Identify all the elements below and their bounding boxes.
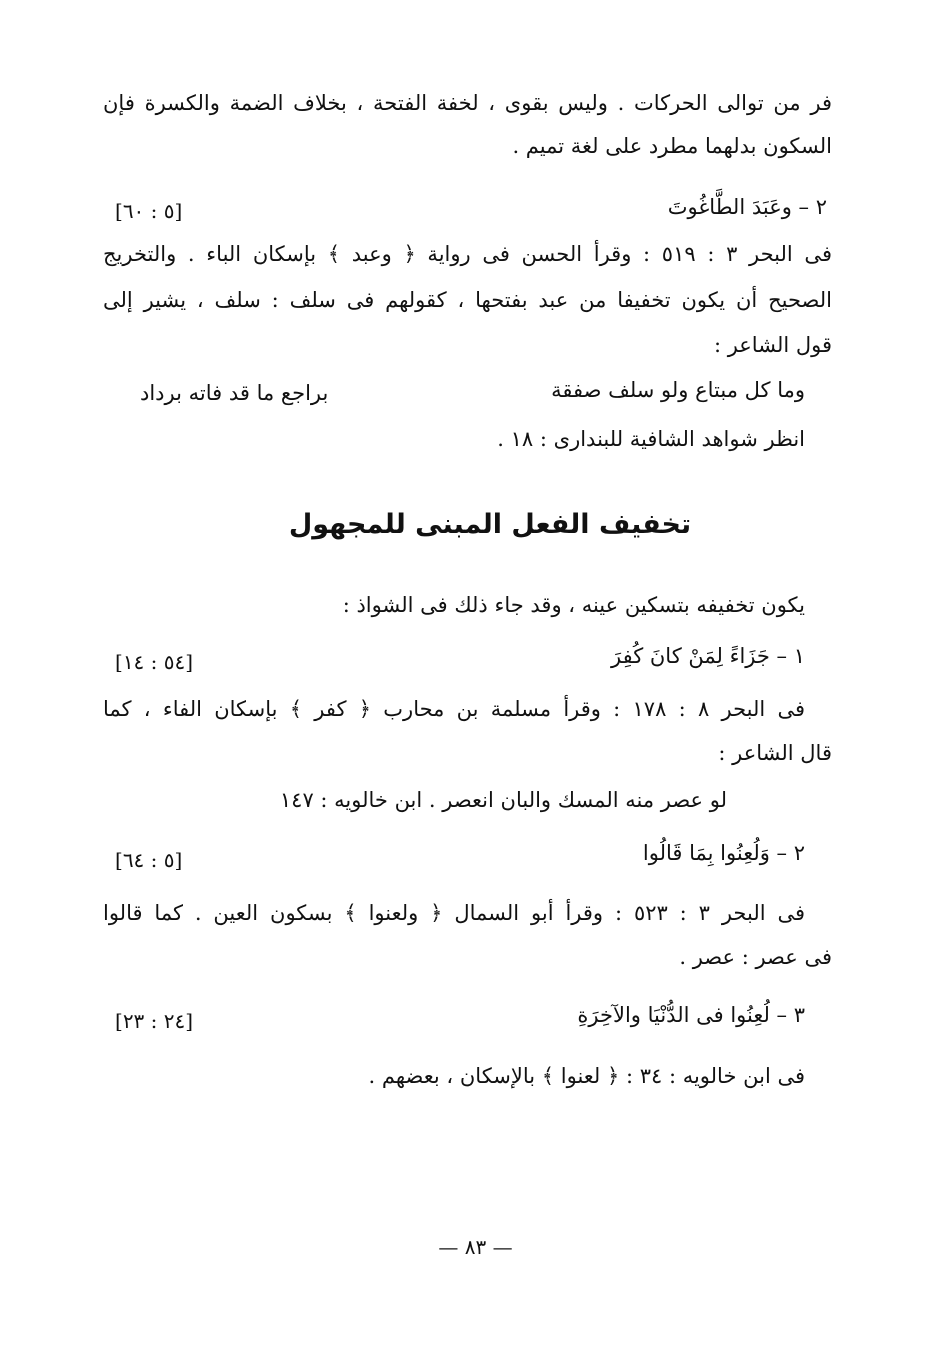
entry-heading: ٣ – لُعِنُوا فى الدُّنْيَا والآخِرَةِ xyxy=(577,1003,805,1027)
section-heading: تخفيف الفعل المبنى للمجهول xyxy=(288,509,692,540)
verse-line: لو عصر منه المسك والبان انعصر . ابن خالويه : ١٤٧ xyxy=(279,788,727,812)
body-line: فى البحر ٣ : ٥١٩ : وقرأ الحسن فى رواية ﴿ وعبد ﴾ بإسكان الباء . والتخريج xyxy=(103,242,832,266)
entry-heading: ٢ – وعَبَدَ الطَّاغُوتَ xyxy=(667,195,827,219)
entry-heading: ٢ – وَلُعِنُوا بِمَا قَالُوا xyxy=(642,841,805,865)
body-line: قال الشاعر : xyxy=(718,741,832,765)
quran-reference: [٥ : ٦٤] xyxy=(115,848,183,872)
entry-heading: ١ – جَزَاءً لِمَنْ كانَ كُفِرَ xyxy=(611,644,805,668)
quran-reference: [٥ : ٦٠] xyxy=(115,199,183,223)
body-line: فى ابن خالويه : ٣٤ : ﴿ لعنوا ﴾ بالإسكان ، بعضهم . xyxy=(368,1064,805,1088)
page-number: — ٨٣ — xyxy=(438,1235,513,1259)
body-line: يكون تخفيفه بتسكين عينه ، وقد جاء ذلك فى الشواذ : xyxy=(342,593,805,617)
body-line: فى البحر ٨ : ١٧٨ : وقرأ مسلمة بن محارب ﴿ كفر ﴾ بإسكان الفاء ، كما xyxy=(103,697,805,721)
body-line: قول الشاعر : xyxy=(713,333,832,357)
body-line: الصحيح أن يكون تخفيفا من عبد بفتحها ، كقولهم فى سلف : سلف ، يشير إلى xyxy=(103,288,832,312)
verse-first-hemistich: وما كل مبتاع ولو سلف صفقة xyxy=(551,378,805,402)
quran-reference: [٥٤ : ١٤] xyxy=(115,650,194,674)
body-line: السكون بدلهما مطرد على لغة تميم . xyxy=(512,134,832,158)
body-line: فى عصر : عصر . xyxy=(679,945,832,969)
body-line: فر من توالى الحركات . وليس بقوى ، لخفة الفتحة ، بخلاف الضمة والكسرة فإن xyxy=(103,91,832,115)
verse-second-hemistich: براجع ما قد فاته برداد xyxy=(140,381,329,405)
quran-reference: [٢٤ : ٢٣] xyxy=(115,1009,194,1033)
body-line: انظر شواهد الشافية للبندارى : ١٨ . xyxy=(497,427,805,451)
body-line: فى البحر ٣ : ٥٢٣ : وقرأ أبو السمال ﴿ ولعنوا ﴾ بسكون العين . كما قالوا xyxy=(103,901,805,925)
